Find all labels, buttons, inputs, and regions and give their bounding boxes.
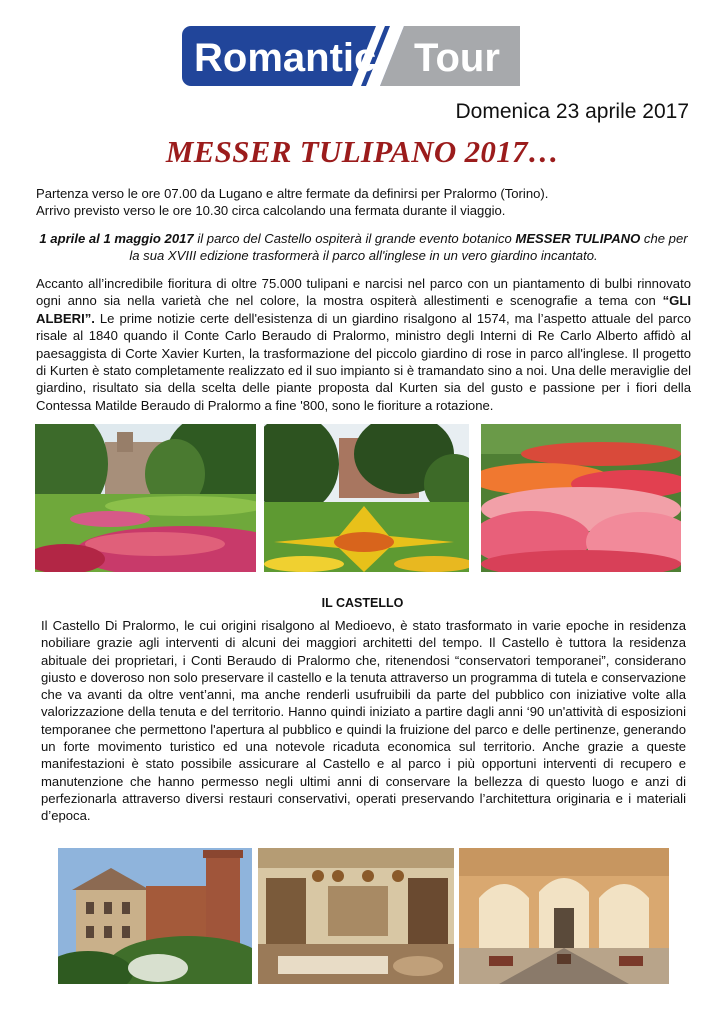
- park-text-a: Accanto all’incredibile fioritura di oltre 75.000 tulipani e narcisi nel parco con un piantamento di bulbi rinnovato ogni anno sia nella varietà che nel colore, la mostra ospiterà allestimenti e scenografie a tema con: [36, 276, 691, 309]
- intro-paragraph: [36, 185, 691, 220]
- photo-castle-garden: [35, 424, 256, 572]
- park-text-b: Le prime notizie certe dell'esistenza di un giardino risalgono al 1574, ma l’aspetto attuale del parco risale al 1840 quando il Conte Carlo Beraudo di Pralormo, ministro degli Interni di Re Carlo Alberto affidò al paesaggista di Corte Xavier Kurten, la trasformazione del piccolo giardino di rose in parco all'inglese. Il progetto di Kurten è stato completamente realizzato ed il suo impianto si è tramandato sino a noi. Una delle meraviglie del giardino, risultato sia della scelta delle piante proposta dal Kurten sia del gusto e passione per i fiori della Contessa Matilde Beraudo di Pralormo a fine '800, sono le fioriture a rotazione.: [36, 310, 691, 413]
- event-text-a: il parco del Castello ospiterà il grande evento botanico: [193, 231, 516, 246]
- photo-castle-kitchen: [258, 848, 454, 984]
- castle-heading: IL CASTELLO: [321, 596, 404, 610]
- logo-word-romantic: Romantic: [194, 36, 377, 80]
- photo-tulip-field: [481, 424, 681, 572]
- page-title: MESSER TULIPANO 2017…: [165, 134, 560, 169]
- park-paragraph: [36, 275, 691, 414]
- park-theme: “GLI ALBERI”.: [36, 293, 691, 326]
- intro-line-departure: Partenza verso le ore 07.00 da Lugano e altre fermate da definirsi per Pralormo (Torino).: [36, 186, 549, 201]
- castle-paragraph: Il Castello Di Pralormo, le cui origini risalgono al Medioevo, è stato trasformato in varie epoche in residenza nobiliare grazie agli interventi di alcuni dei maggiori architetti del tempo. Il Castello è tuttora la residenza abituale dei proprietari, i Conti Beraudo di Pralormo che, ritenendosi “conservatori temporanei”, considerano giusto e doveroso non solo preservare il castello e la tenuta attraverso un programma di tutela e conservazione che va avanti da oltre vent’anni, ma anche renderli usufruibili da parte del pubblico con iniziative volte alla valorizzazione della tenuta e del territorio. Hanno quindi iniziato a partire dagli anni ‘90 un'attività di esposizioni temporanee che permettono l'apertura al pubblico e quindi la fruizione del parco e delle pertinenze, generando un forte movimento turistico ed una notevole ricaduta economica sul territorio. Anche grazie a queste manifestazioni è stato possibile assicurare al Castello e al parco i più opportuni interventi di recupero e manutenzione che hanno permesso negli ultimi anni di conservare la bellezza di questo luogo e anzi di perfezionarla attraverso diversi restauri conservativi, operati preservando l’architettura originaria e i materiali d’epoca.: [41, 618, 686, 824]
- event-paragraph: [36, 230, 691, 265]
- photo-castle-courtyard: [459, 848, 669, 984]
- photo-castle-exterior: [58, 848, 252, 984]
- photo-flower-star-bed: [264, 424, 469, 572]
- event-date: Domenica 23 aprile 2017: [455, 100, 689, 123]
- event-text-b: che per la sua XVIII edizione trasformerà il parco all'inglese in un vero giardino incantato.: [129, 231, 688, 264]
- event-dates: 1 aprile al 1 maggio 2017: [39, 231, 194, 246]
- logo-word-tour: Tour: [414, 36, 500, 80]
- romantic-tour-logo: [182, 26, 520, 86]
- intro-line-arrival: Arrivo previsto verso le ore 10.30 circa calcolando una fermata durante il viaggio.: [36, 203, 506, 219]
- event-name: MESSER TULIPANO: [515, 231, 641, 246]
- logo-graphic: [182, 26, 520, 86]
